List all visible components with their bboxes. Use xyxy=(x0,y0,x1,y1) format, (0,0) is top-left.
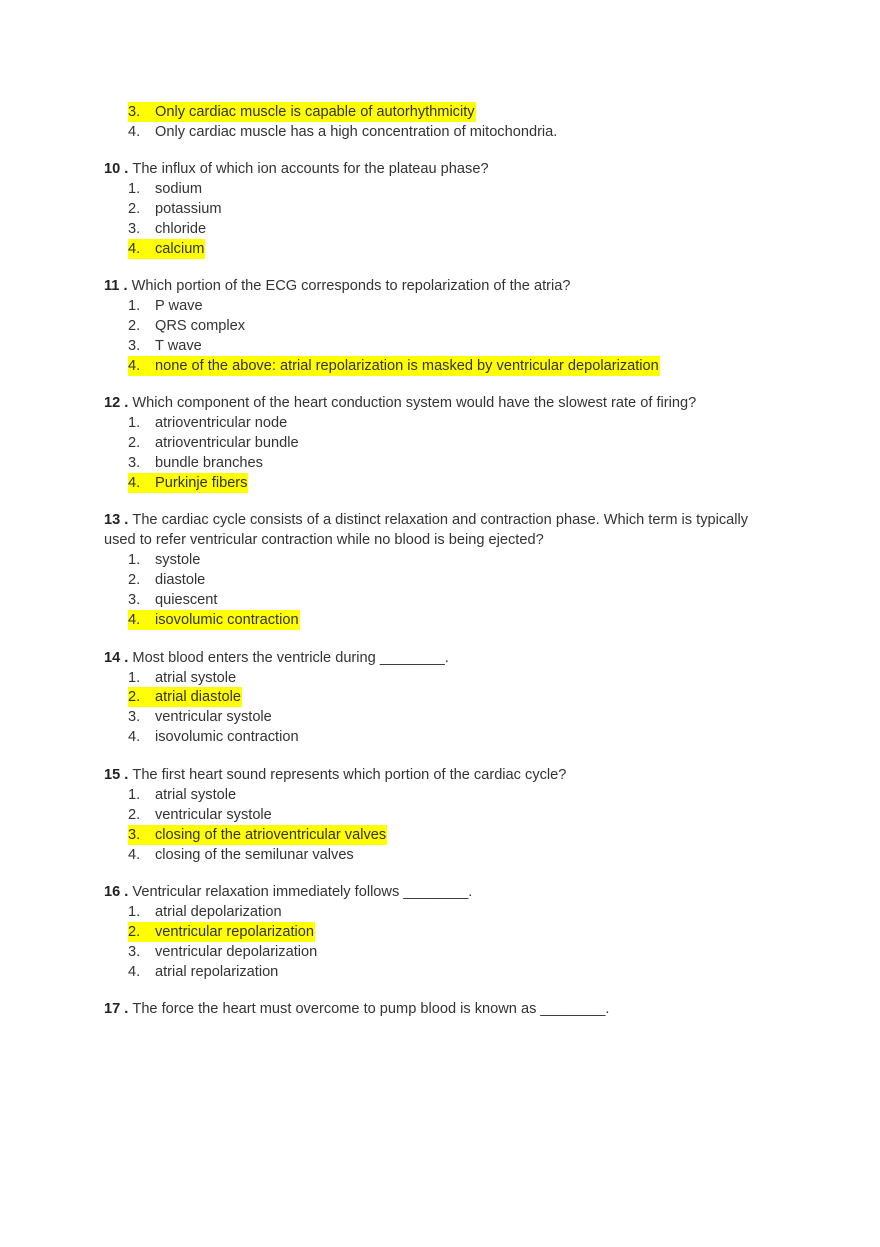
option-item xyxy=(128,219,206,239)
question-12 xyxy=(104,393,784,413)
option-number: 2. xyxy=(128,924,141,940)
option-text: atrial systole xyxy=(155,670,237,686)
option-text: ventricular repolarization xyxy=(155,924,314,940)
option-text: ventricular systole xyxy=(155,807,272,823)
option-text: isovolumic contraction xyxy=(155,612,299,628)
option-number: 4. xyxy=(128,124,141,140)
option-number: 1. xyxy=(128,415,141,431)
question-separator: . xyxy=(120,512,133,528)
option-text: none of the above: atrial repolarization is masked by ventricular depolarization xyxy=(155,358,659,374)
option-item-highlighted xyxy=(128,610,300,630)
option-number: 1. xyxy=(128,904,141,920)
question-15 xyxy=(104,765,784,785)
option-text: atrioventricular bundle xyxy=(155,435,299,451)
option-number: 3. xyxy=(128,944,141,960)
option-text: ventricular depolarization xyxy=(155,944,318,960)
question-number: 17 xyxy=(104,1001,121,1017)
question-number: 12 xyxy=(104,395,121,411)
option-item xyxy=(128,668,236,688)
option-item-highlighted xyxy=(128,239,205,259)
option-number: 3. xyxy=(128,104,141,120)
question-text: Ventricular relaxation immediately follows ________. xyxy=(132,884,473,900)
question-separator: . xyxy=(120,767,133,783)
option-text: P wave xyxy=(155,298,203,314)
question-14 xyxy=(104,648,784,668)
question-text-line2: used to refer ventricular contraction while no blood is being ejected? xyxy=(104,532,544,548)
question-number: 13 xyxy=(104,512,121,528)
option-item xyxy=(128,727,299,747)
option-item xyxy=(128,413,287,433)
option-item xyxy=(128,296,203,316)
option-text: atrial diastole xyxy=(155,689,241,705)
option-number: 2. xyxy=(128,435,141,451)
question-separator: . xyxy=(120,884,133,900)
option-text: Only cardiac muscle has a high concentration of mitochondria. xyxy=(155,124,558,140)
option-number: 1. xyxy=(128,670,141,686)
option-number: 1. xyxy=(128,181,141,197)
question-text: The cardiac cycle consists of a distinct relaxation and contraction phase. Which term is typically xyxy=(132,512,749,528)
question-10 xyxy=(104,159,784,179)
option-item xyxy=(128,550,200,570)
option-number: 4. xyxy=(128,241,141,257)
option-number: 3. xyxy=(128,827,141,843)
option-number: 4. xyxy=(128,847,141,863)
option-text: atrial systole xyxy=(155,787,237,803)
option-number: 4. xyxy=(128,358,141,374)
option-number: 2. xyxy=(128,689,141,705)
option-number: 1. xyxy=(128,298,141,314)
option-number: 4. xyxy=(128,612,141,628)
question-text: The influx of which ion accounts for the plateau phase? xyxy=(132,161,489,177)
option-text: closing of the semilunar valves xyxy=(155,847,354,863)
option-text: atrioventricular node xyxy=(155,415,288,431)
option-text: atrial repolarization xyxy=(155,964,279,980)
option-number: 4. xyxy=(128,964,141,980)
question-16 xyxy=(104,882,784,902)
question-text: Which portion of the ECG corresponds to repolarization of the atria? xyxy=(131,278,571,294)
option-item xyxy=(128,570,205,590)
question-separator: . xyxy=(120,161,133,177)
question-text: Which component of the heart conduction system would have the slowest rate of firing? xyxy=(132,395,697,411)
question-separator: . xyxy=(119,278,132,294)
option-text: bundle branches xyxy=(155,455,263,471)
option-text: closing of the atrioventricular valves xyxy=(155,827,387,843)
question-text: The force the heart must overcome to pump blood is known as ________. xyxy=(132,1001,610,1017)
question-17 xyxy=(104,999,784,1019)
option-number: 3. xyxy=(128,592,141,608)
option-item xyxy=(128,199,222,219)
option-text: atrial depolarization xyxy=(155,904,282,920)
option-text: diastole xyxy=(155,572,206,588)
option-text: QRS complex xyxy=(155,318,246,334)
option-item xyxy=(128,433,299,453)
question-13-continued xyxy=(104,530,784,550)
question-number: 14 xyxy=(104,650,121,666)
option-number: 2. xyxy=(128,807,141,823)
option-number: 2. xyxy=(128,201,141,217)
option-number: 1. xyxy=(128,787,141,803)
question-text: Most blood enters the ventricle during ________. xyxy=(132,650,449,666)
option-text: T wave xyxy=(155,338,202,354)
option-number: 3. xyxy=(128,221,141,237)
question-13 xyxy=(104,510,784,530)
option-text: quiescent xyxy=(155,592,218,608)
option-item-highlighted xyxy=(128,356,660,376)
option-item xyxy=(128,902,282,922)
question-separator: . xyxy=(120,650,133,666)
option-item xyxy=(128,316,245,336)
option-number: 3. xyxy=(128,338,141,354)
option-text: Purkinje fibers xyxy=(155,475,248,491)
option-item xyxy=(128,453,263,473)
option-number: 3. xyxy=(128,709,141,725)
option-item xyxy=(128,590,217,610)
option-text: sodium xyxy=(155,181,203,197)
question-separator: . xyxy=(120,395,133,411)
option-item xyxy=(128,122,557,142)
option-number: 3. xyxy=(128,455,141,471)
option-text: calcium xyxy=(155,241,205,257)
option-item xyxy=(128,962,278,982)
option-text: systole xyxy=(155,552,201,568)
option-text: ventricular systole xyxy=(155,709,272,725)
option-item-highlighted xyxy=(128,102,476,122)
option-number: 4. xyxy=(128,729,141,745)
question-number: 15 xyxy=(104,767,121,783)
option-text: chloride xyxy=(155,221,207,237)
option-number: 2. xyxy=(128,318,141,334)
option-item-highlighted xyxy=(128,473,248,493)
option-item xyxy=(128,707,272,727)
option-item-highlighted xyxy=(128,825,387,845)
option-item-highlighted xyxy=(128,922,315,942)
option-item xyxy=(128,785,236,805)
question-number: 11 xyxy=(104,278,120,294)
question-number: 16 xyxy=(104,884,121,900)
option-item xyxy=(128,336,202,356)
option-text: isovolumic contraction xyxy=(155,729,299,745)
option-item xyxy=(128,845,354,865)
option-item xyxy=(128,805,272,825)
question-separator: . xyxy=(120,1001,133,1017)
option-text: Only cardiac muscle is capable of autorhythmicity xyxy=(155,104,475,120)
option-number: 4. xyxy=(128,475,141,491)
option-number: 2. xyxy=(128,572,141,588)
option-number: 1. xyxy=(128,552,141,568)
question-text: The first heart sound represents which portion of the cardiac cycle? xyxy=(132,767,567,783)
option-item xyxy=(128,179,202,199)
question-number: 10 xyxy=(104,161,121,177)
question-11 xyxy=(104,276,784,296)
option-item-highlighted xyxy=(128,687,242,707)
option-item xyxy=(128,942,317,962)
option-text: potassium xyxy=(155,201,222,217)
